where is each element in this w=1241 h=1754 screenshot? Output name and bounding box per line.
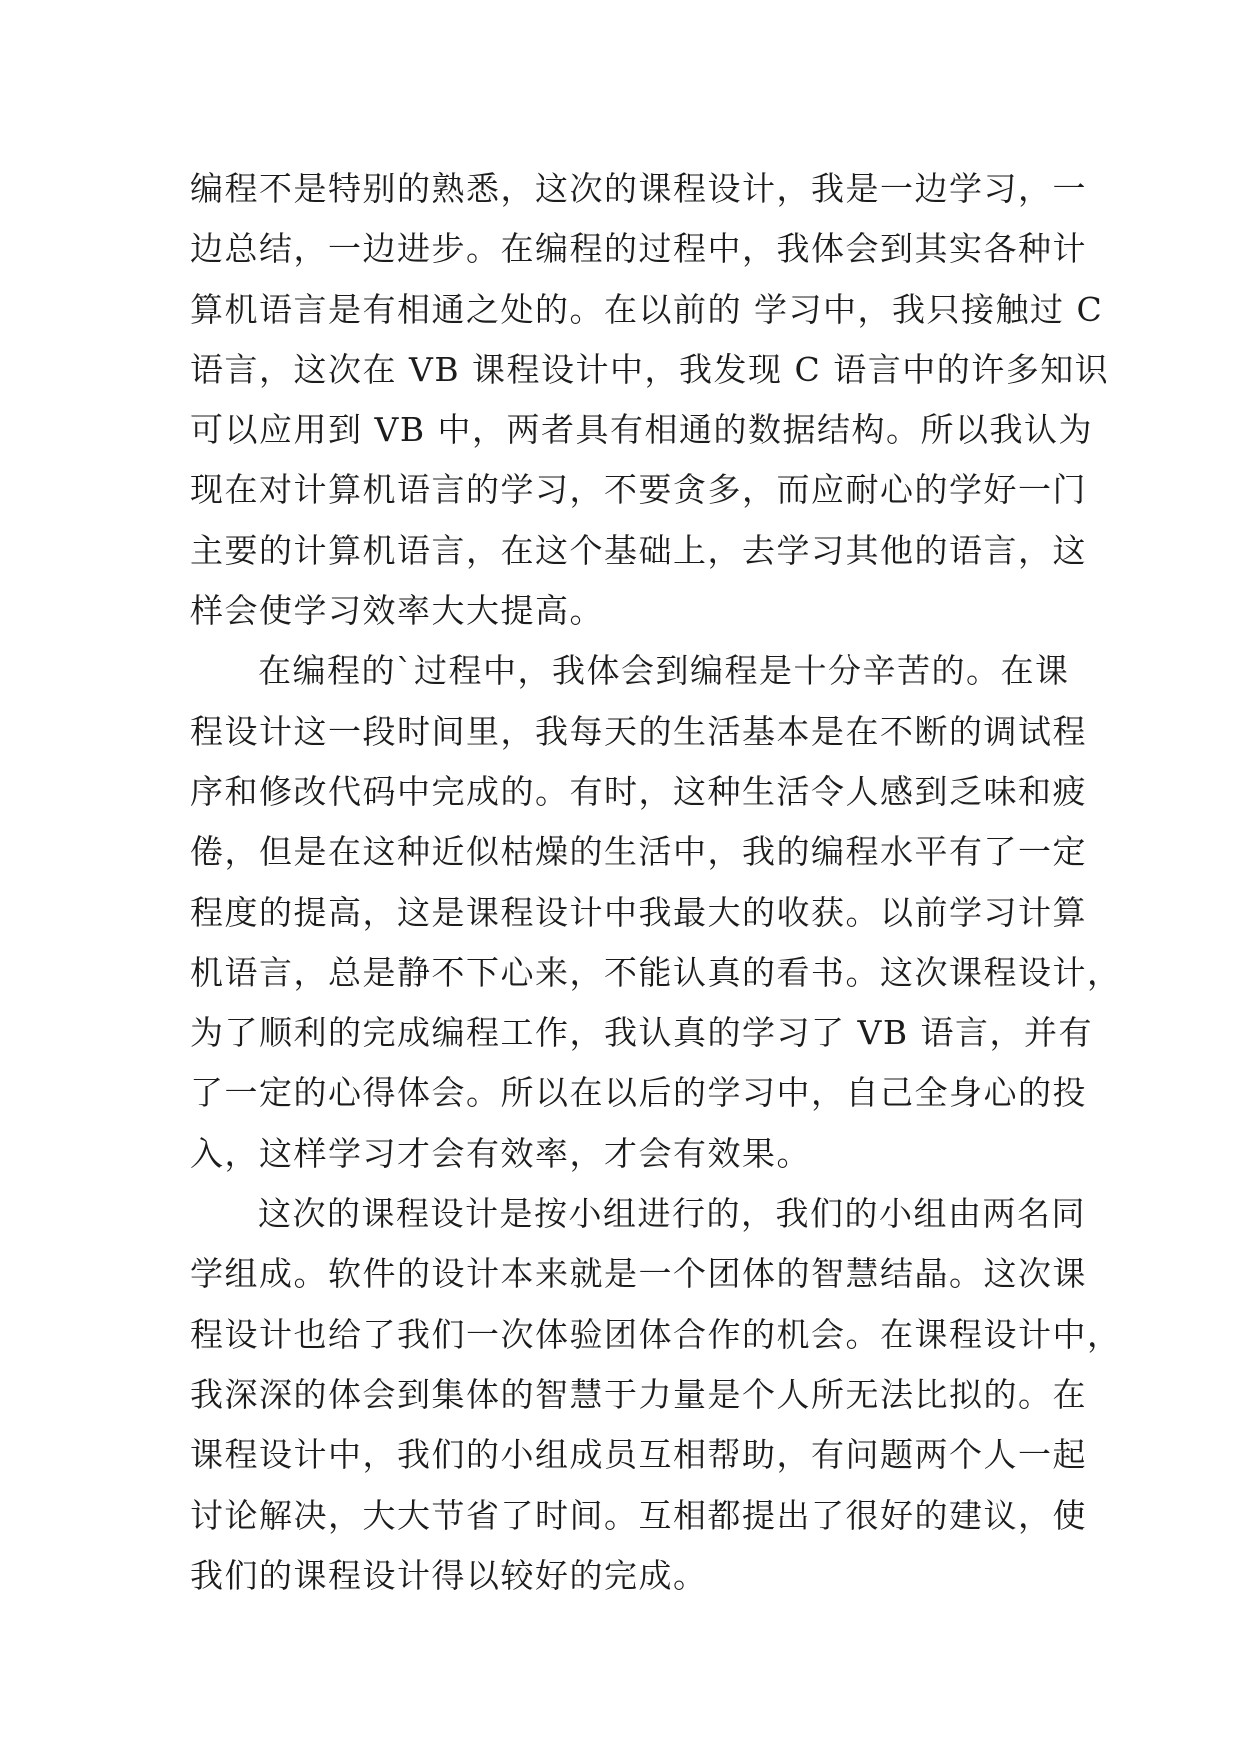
text-line: 算机语言是有相通之处的。在以前的 学习中，我只接触过 C [190, 289, 1104, 329]
text-line: 这次的课程设计是按小组进行的，我们的小组由两名同 [258, 1194, 1086, 1234]
text-line: 课程设计中，我们的小组成员互相帮助，有问题两个人一起 [190, 1435, 1087, 1475]
document-body [190, 159, 1122, 1606]
text-line: 程度的提高，这是课程设计中我最大的收获。以前学习计算 [190, 892, 1087, 932]
text-line: 边总结，一边进步。在编程的过程中，我体会到其实各种计 [190, 229, 1087, 269]
text-line: 序和修改代码中完成的。有时，这种生活令人感到乏味和疲 [190, 771, 1087, 811]
text-line: 了一定的心得体会。所以在以后的学习中，自己全身心的投 [190, 1073, 1087, 1113]
text-line: 编程不是特别的熟悉，这次的课程设计，我是一边学习，一 [190, 169, 1087, 208]
paragraph-3 [190, 1184, 1122, 1606]
text-line: 主要的计算机语言，在这个基础上，去学习其他的语言，这 [190, 530, 1087, 570]
text-line: 入，这样学习才会有效率，才会有效果。 [190, 1133, 811, 1173]
text-line: 可以应用到 VB 中，两者具有相通的数据结构。所以我认为 [190, 410, 1094, 450]
paragraph-1 [190, 159, 1110, 641]
text-line: 在编程的`过程中，我体会到编程是十分辛苦的。在课 [258, 651, 1070, 691]
text-line: 现在对计算机语言的学习，不要贪多，而应耐心的学好一门 [190, 470, 1087, 510]
text-line: 语言，这次在 VB 课程设计中，我发现 C 语言中的许多知识 [190, 349, 1110, 389]
text-line: 学组成。软件的设计本来就是一个团体的智慧结晶。这次课 [190, 1254, 1087, 1294]
paragraph-2 [190, 641, 1122, 1184]
text-line: 程设计这一段时间里，我每天的生活基本是在不断的调试程 [190, 711, 1087, 751]
text-line: 为了顺利的完成编程工作，我认真的学习了 VB 语言，并有 [190, 1013, 1094, 1053]
text-line: 倦，但是在这种近似枯燥的生活中，我的编程水平有了一定 [190, 832, 1087, 872]
text-line: 样会使学习效率大大提高。 [190, 591, 604, 631]
text-line: 程设计也给了我们一次体验团体合作的机会。在课程设计中， [190, 1314, 1122, 1354]
text-line: 讨论解决，大大节省了时间。互相都提出了很好的建议，使 [190, 1495, 1087, 1535]
text-line: 我深深的体会到集体的智慧于力量是个人所无法比拟的。在 [190, 1374, 1087, 1414]
text-line: 机语言，总是静不下心来，不能认真的看书。这次课程设计， [190, 952, 1122, 992]
text-line: 我们的课程设计得以较好的完成。 [190, 1555, 708, 1595]
